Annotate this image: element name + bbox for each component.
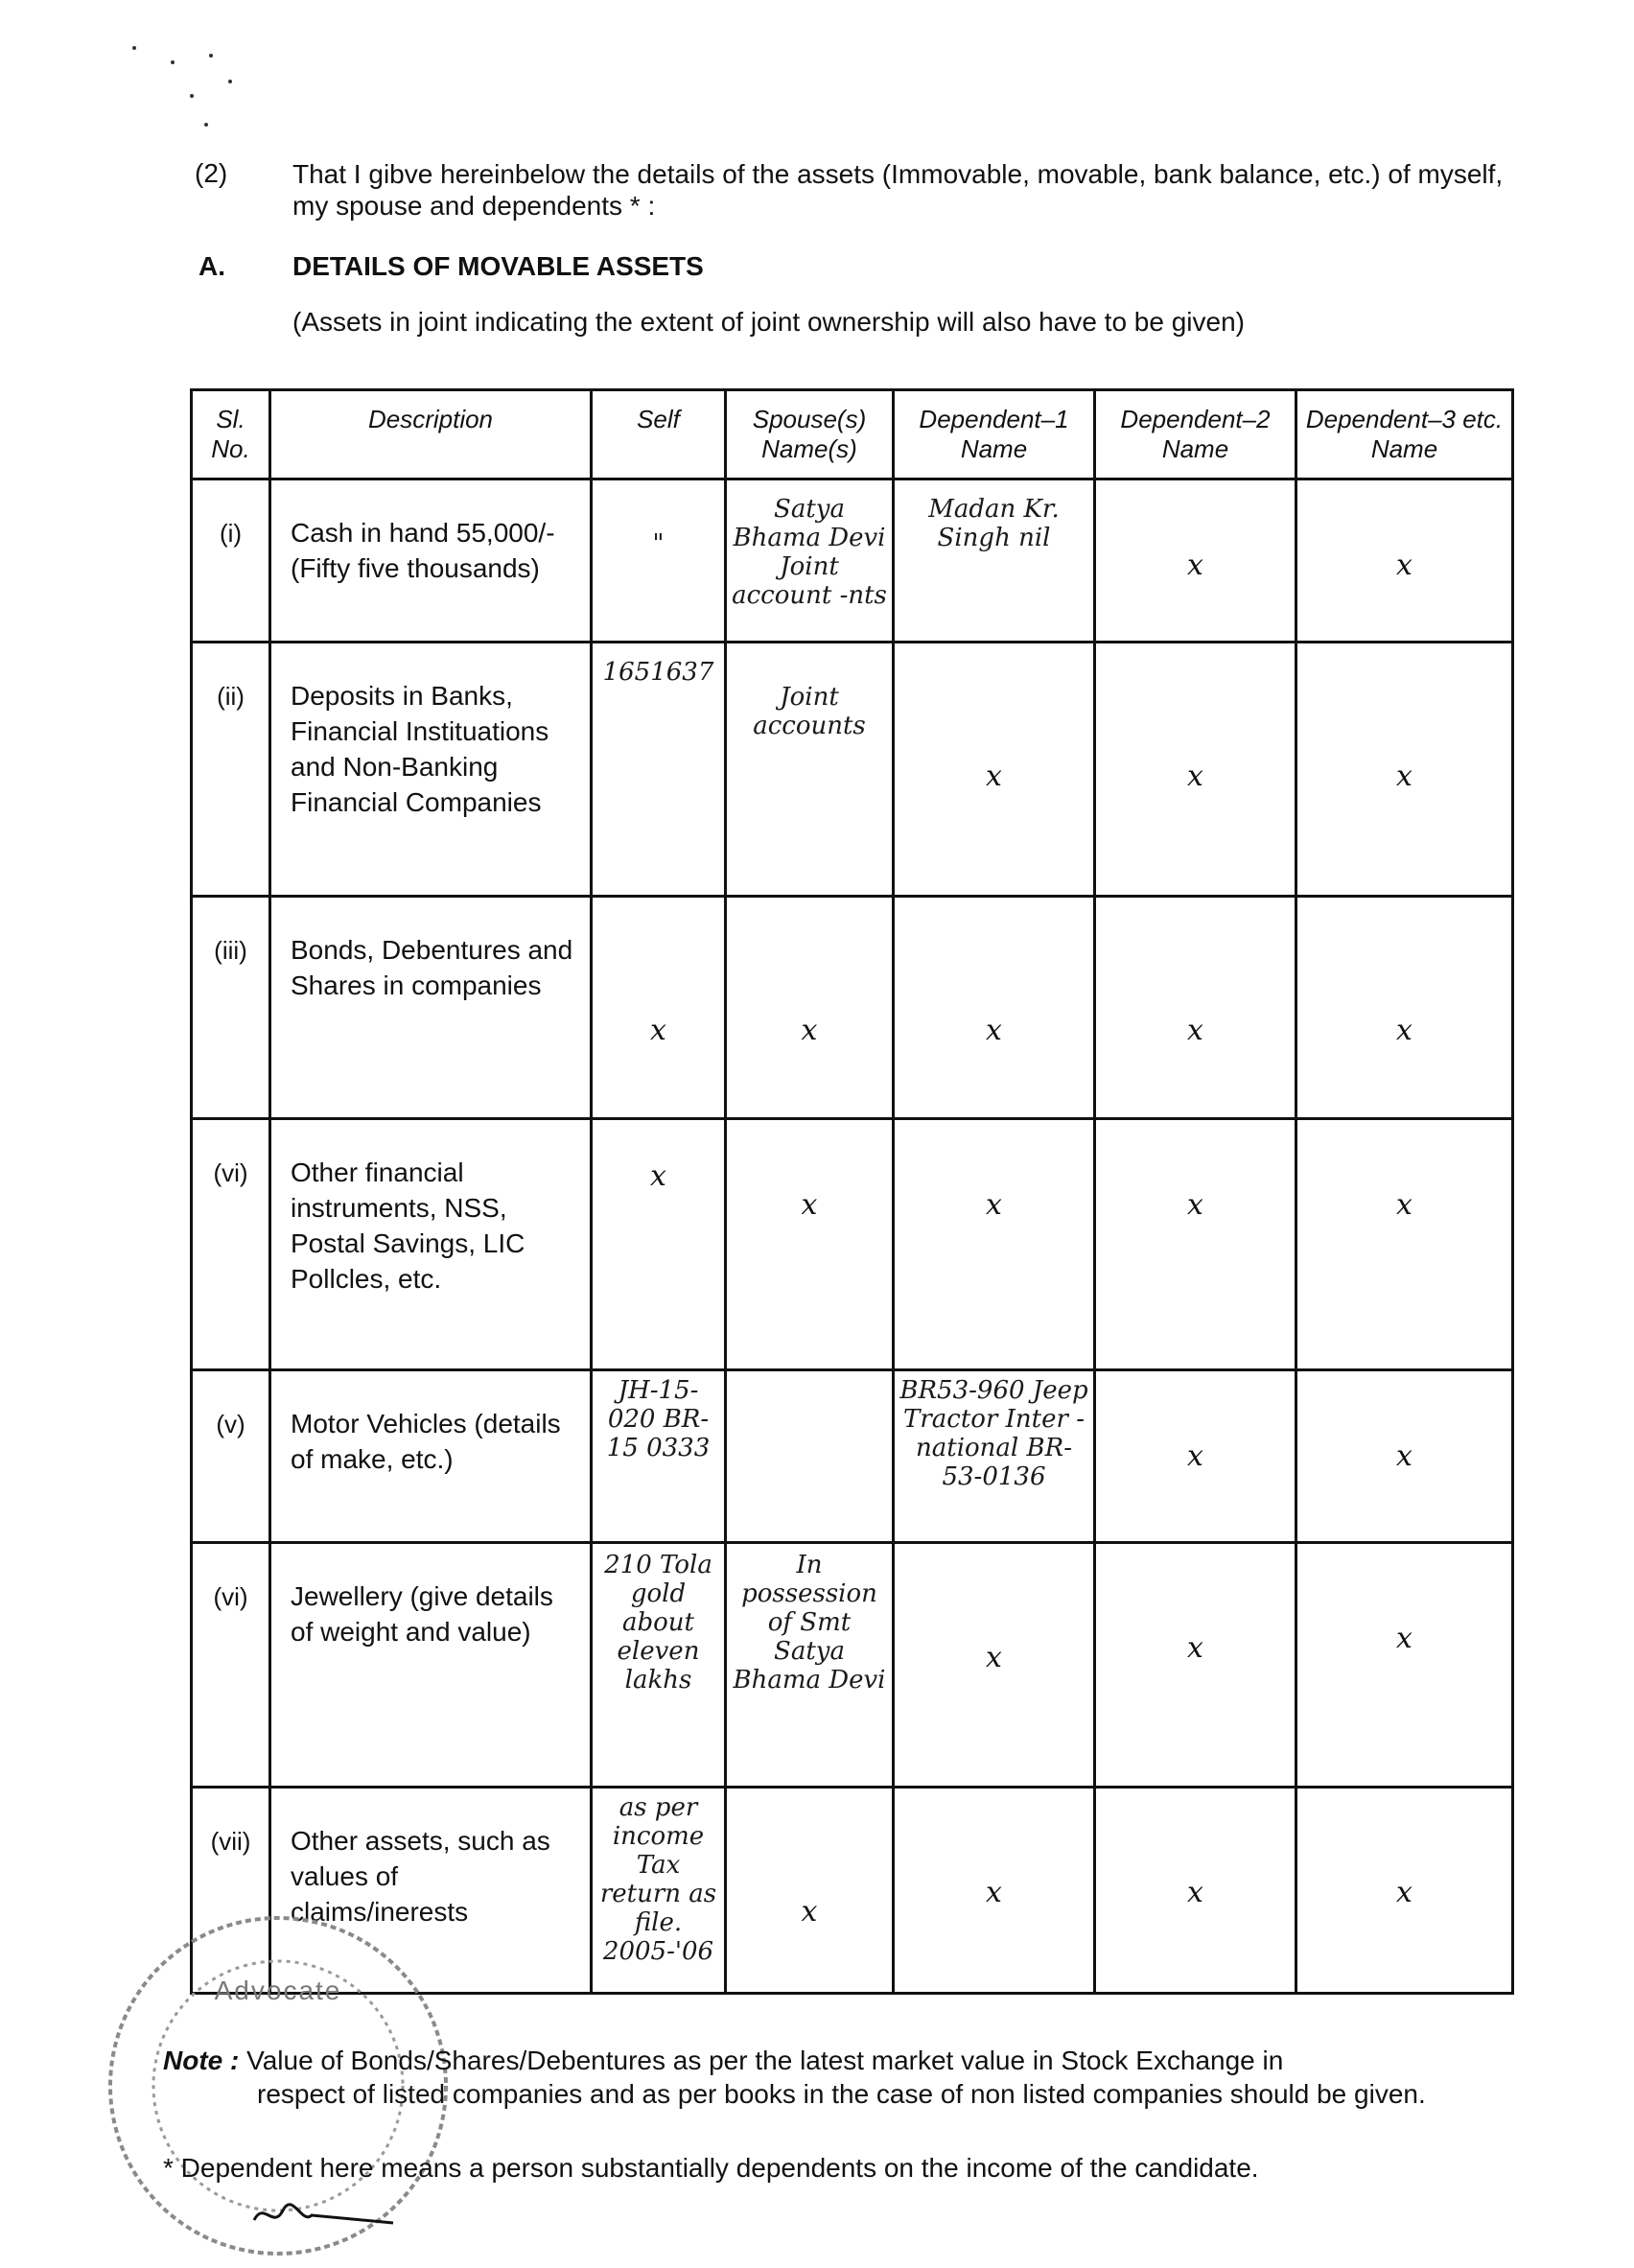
note-line-1: Value of Bonds/Shares/Debentures as per the latest market value in Stock Exchange in bbox=[246, 2046, 1284, 2075]
self-value bbox=[592, 1543, 726, 1788]
cross-mark: x bbox=[1396, 760, 1412, 793]
scan-specks bbox=[115, 29, 268, 144]
spouse-value bbox=[726, 1788, 894, 1994]
spouse-value bbox=[726, 1370, 894, 1543]
sl-no: (v) bbox=[192, 1370, 270, 1543]
self-value bbox=[592, 1119, 726, 1370]
header-description: Description bbox=[270, 390, 592, 479]
handwritten-entry: " bbox=[652, 529, 665, 558]
cross-mark: x bbox=[1187, 549, 1203, 582]
handwritten-entry: JH-15-020 BR-15 0333 bbox=[606, 1376, 711, 1462]
sl-no: (i) bbox=[192, 479, 270, 643]
dependent-2-value bbox=[1095, 643, 1296, 897]
self-value bbox=[592, 1788, 726, 1994]
note bbox=[163, 2045, 1496, 2077]
header-dependent-2: Dependent–2 Name bbox=[1095, 390, 1296, 479]
header-spouse: Spouse(s) Name(s) bbox=[726, 390, 894, 479]
header-dependent-3: Dependent–3 etc. Name bbox=[1296, 390, 1513, 479]
cross-mark: x bbox=[1187, 1188, 1203, 1222]
dependent-1-value bbox=[894, 897, 1095, 1119]
description: Bonds, Debentures and Shares in companies bbox=[270, 897, 592, 1119]
cross-mark: x bbox=[986, 760, 1002, 793]
note-line-2: respect of listed companies and as per books in the case of non listed companies should be given. bbox=[257, 2079, 1426, 2109]
description: Jewellery (give details of weight and value) bbox=[270, 1543, 592, 1788]
handwritten-entry: as per income Tax return as file. 2005-'06 bbox=[599, 1793, 717, 1966]
cross-mark: x bbox=[1187, 1014, 1203, 1047]
cross-mark: x bbox=[1396, 1439, 1412, 1473]
dependent-3-value bbox=[1296, 1370, 1513, 1543]
dependent-2-value bbox=[1095, 1119, 1296, 1370]
description: Other financial instruments, NSS, Postal Savings, LIC Pollcles, etc. bbox=[270, 1119, 592, 1370]
handwritten-entry: 1651637 bbox=[602, 658, 714, 687]
sl-no: (ii) bbox=[192, 643, 270, 897]
self-value bbox=[592, 897, 726, 1119]
stamp-text: Advocate bbox=[214, 1976, 342, 2005]
spouse-value bbox=[726, 897, 894, 1119]
sl-no: (vi) bbox=[192, 1543, 270, 1788]
table-row bbox=[192, 1370, 1513, 1543]
signature-scribble bbox=[249, 2196, 403, 2234]
header-dependent-1: Dependent–1 Name bbox=[894, 390, 1095, 479]
handwritten-entry: 210 Tola gold about eleven lakhs bbox=[604, 1551, 712, 1695]
sl-no: (vii) bbox=[192, 1788, 270, 1994]
cross-mark: x bbox=[1396, 1188, 1412, 1222]
self-value bbox=[592, 479, 726, 643]
cross-mark: x bbox=[650, 1014, 666, 1047]
description: Cash in hand 55,000/- (Fifty five thousands) bbox=[270, 479, 592, 643]
table-row bbox=[192, 1119, 1513, 1370]
dependent-3-value bbox=[1296, 479, 1513, 643]
handwritten-entry: In possession of Smt Satya Bhama Devi bbox=[733, 1551, 886, 1695]
handwritten-entry: Satya Bhama Devi Joint account -nts bbox=[732, 495, 887, 610]
cross-mark: x bbox=[1187, 1631, 1203, 1665]
dependent-1-value bbox=[894, 1370, 1095, 1543]
cross-mark: x bbox=[1396, 549, 1412, 582]
cross-mark: x bbox=[986, 1876, 1002, 1909]
sl-no: (iii) bbox=[192, 897, 270, 1119]
item-number: (2) bbox=[195, 158, 228, 188]
header-self: Self bbox=[592, 390, 726, 479]
cross-mark: x bbox=[1187, 1439, 1203, 1473]
handwritten-entry: BR53-960 Jeep Tractor Inter -national BR-53-0136 bbox=[899, 1376, 1088, 1491]
table-row bbox=[192, 479, 1513, 643]
description: Deposits in Banks, Financial Instituations and Non-Banking Financial Companies bbox=[270, 643, 592, 897]
dependent-3-value bbox=[1296, 643, 1513, 897]
description: Motor Vehicles (details of make, etc.) bbox=[270, 1370, 592, 1543]
cross-mark: x bbox=[801, 1014, 818, 1047]
table-row bbox=[192, 897, 1513, 1119]
dependent-1-value bbox=[894, 643, 1095, 897]
dependent-3-value bbox=[1296, 897, 1513, 1119]
sl-no: (vi) bbox=[192, 1119, 270, 1370]
intro-text: That I gibve hereinbelow the details of the assets (Immovable, movable, bank balance, etc.) of myself, my spouse and dependents * : bbox=[292, 159, 1504, 221]
spouse-value bbox=[726, 479, 894, 643]
dependent-1-value bbox=[894, 1788, 1095, 1994]
cross-mark: x bbox=[1396, 1876, 1412, 1909]
dependent-2-value bbox=[1095, 1543, 1296, 1788]
table-header-row bbox=[192, 390, 1513, 479]
section-title: DETAILS OF MOVABLE ASSETS bbox=[292, 251, 704, 281]
cross-mark: x bbox=[986, 1641, 1002, 1674]
dependent-2-value bbox=[1095, 1788, 1296, 1994]
cross-mark: x bbox=[986, 1188, 1002, 1222]
cross-mark: x bbox=[986, 1014, 1002, 1047]
self-value bbox=[592, 643, 726, 897]
handwritten-entry: Madan Kr. Singh nil bbox=[928, 495, 1060, 552]
dependent-1-value bbox=[894, 1543, 1095, 1788]
spouse-value bbox=[726, 643, 894, 897]
handwritten-entry: Joint accounts bbox=[753, 683, 866, 740]
cross-mark: x bbox=[801, 1188, 818, 1222]
dependent-3-value bbox=[1296, 1543, 1513, 1788]
description: Other assets, such as values of claims/inerests bbox=[270, 1788, 592, 1994]
dependent-3-value bbox=[1296, 1119, 1513, 1370]
dependent-2-value bbox=[1095, 1370, 1296, 1543]
footnote: * Dependent here means a person substantially dependents on the income of the candidate. bbox=[163, 2153, 1259, 2183]
header-sl-no: Sl. No. bbox=[192, 390, 270, 479]
table-row bbox=[192, 643, 1513, 897]
self-value bbox=[592, 1370, 726, 1543]
cross-mark: x bbox=[1187, 1876, 1203, 1909]
spouse-value bbox=[726, 1543, 894, 1788]
note-label: Note : bbox=[163, 2046, 240, 2075]
spouse-value bbox=[726, 1119, 894, 1370]
section-letter: A. bbox=[198, 251, 225, 281]
section-subtitle: (Assets in joint indicating the extent of joint ownership will also have to be given) bbox=[292, 307, 1245, 337]
cross-mark: x bbox=[1187, 760, 1203, 793]
dependent-2-value bbox=[1095, 479, 1296, 643]
dependent-1-value bbox=[894, 1119, 1095, 1370]
movable-assets-table bbox=[190, 388, 1514, 1995]
cross-mark: x bbox=[1396, 1622, 1412, 1655]
table-row bbox=[192, 1543, 1513, 1788]
cross-mark: x bbox=[650, 1159, 666, 1193]
dependent-3-value bbox=[1296, 1788, 1513, 1994]
dependent-1-value bbox=[894, 479, 1095, 643]
cross-mark: x bbox=[801, 1895, 818, 1929]
cross-mark: x bbox=[1396, 1014, 1412, 1047]
dependent-2-value bbox=[1095, 897, 1296, 1119]
